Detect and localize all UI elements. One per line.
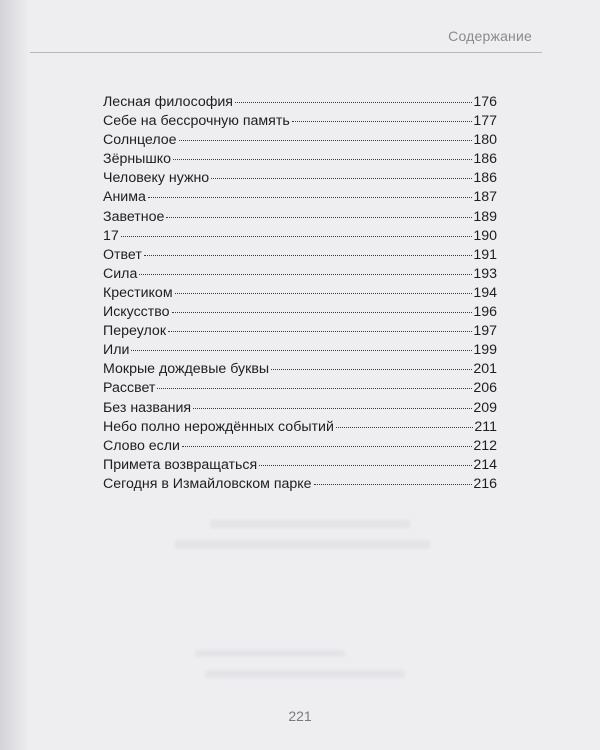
toc-entry: [103, 399, 497, 418]
toc-entry-title: Переулок: [103, 323, 167, 340]
show-through-text: [175, 540, 430, 549]
toc-entry-title: Зёрнышко: [103, 151, 172, 168]
dot-leader: [139, 274, 472, 275]
toc-entry-title: Примета возвращаться: [103, 456, 258, 473]
toc-entry: [103, 341, 497, 360]
toc-entry: [103, 93, 497, 112]
dot-leader: [292, 121, 473, 122]
toc-entry-page: 191: [473, 246, 497, 263]
toc-entry-page: 197: [473, 323, 497, 340]
toc-entry-title: Небо полно нерождённых событий: [103, 418, 334, 435]
toc-entry-page: 177: [473, 113, 497, 130]
show-through-text: [205, 670, 405, 678]
toc-entry: [103, 150, 497, 169]
toc-entry-page: 216: [473, 475, 497, 492]
toc-entry: [103, 246, 497, 265]
table-of-contents: [103, 93, 497, 494]
dot-leader: [121, 236, 473, 237]
toc-entry-page: 194: [473, 284, 497, 301]
toc-entry: [103, 265, 497, 284]
page-gutter-shadow: [0, 0, 30, 750]
toc-entry: [103, 475, 497, 494]
dot-leader: [235, 102, 472, 103]
toc-entry-page: 189: [473, 208, 497, 225]
dot-leader: [166, 217, 472, 218]
toc-entry-title: Солнцелое: [103, 132, 177, 149]
dot-leader: [172, 312, 473, 313]
show-through-text: [195, 650, 345, 657]
toc-entry-page: 209: [473, 399, 497, 416]
show-through-text: [210, 520, 410, 528]
toc-entry: [103, 303, 497, 322]
toc-entry-page: 196: [473, 304, 497, 321]
dot-leader: [336, 427, 474, 428]
toc-entry: [103, 208, 497, 227]
toc-entry-title: Себе на бессрочную память: [103, 113, 290, 130]
toc-entry: [103, 227, 497, 246]
toc-entry-page: 199: [473, 342, 497, 359]
dot-leader: [259, 465, 472, 466]
dot-leader: [193, 408, 472, 409]
toc-entry: [103, 322, 497, 341]
toc-entry: [103, 379, 497, 398]
toc-entry-title: Сегодня в Измайловском парке: [103, 475, 312, 492]
toc-entry: [103, 437, 497, 456]
dot-leader: [211, 178, 472, 179]
toc-entry-title: Мокрые дождевые буквы: [103, 361, 270, 378]
toc-entry-page: 187: [473, 189, 497, 206]
toc-entry-title: Человеку нужно: [103, 170, 210, 187]
toc-entry-title: Искусство: [103, 304, 170, 321]
toc-entry-page: 180: [473, 132, 497, 149]
toc-entry-page: 176: [473, 94, 497, 110]
toc-entry: [103, 418, 497, 437]
toc-entry-title: Рассвет: [103, 380, 156, 397]
dot-leader: [314, 484, 473, 485]
toc-entry: [103, 169, 497, 188]
toc-entry: [103, 456, 497, 475]
toc-entry-title: Ответ: [103, 246, 142, 263]
toc-entry-title: Лесная философия: [103, 94, 233, 110]
toc-entry-title: 17: [103, 227, 119, 244]
running-head-title: Содержание: [448, 28, 532, 44]
dot-leader: [148, 197, 472, 198]
toc-entry: [103, 188, 497, 207]
toc-entry-page: 214: [473, 456, 497, 473]
dot-leader: [168, 331, 472, 332]
dot-leader: [144, 255, 473, 256]
toc-entry: [103, 131, 497, 150]
toc-entry-page: 193: [473, 265, 497, 282]
dot-leader: [131, 350, 472, 351]
dot-leader: [157, 388, 472, 389]
page-number: 221: [288, 708, 312, 724]
dot-leader: [175, 293, 473, 294]
toc-entry: [103, 284, 497, 303]
toc-entry-title: Сила: [103, 265, 138, 282]
toc-entry: [103, 112, 497, 131]
dot-leader: [271, 369, 472, 370]
toc-entry-title: Слово если: [103, 437, 180, 454]
dot-leader: [182, 446, 472, 447]
toc-entry-page: 212: [473, 437, 497, 454]
toc-entry-title: Без названия: [103, 399, 192, 416]
dot-leader: [179, 140, 473, 141]
header-rule: [30, 52, 542, 53]
toc-entry: [103, 360, 497, 379]
toc-entry-page: 186: [473, 151, 497, 168]
toc-entry-page: 186: [473, 170, 497, 187]
toc-entry-page: 211: [474, 418, 497, 435]
toc-entry-title: Или: [103, 342, 130, 359]
toc-entry-page: 206: [473, 380, 497, 397]
toc-entry-page: 201: [473, 361, 497, 378]
dot-leader: [173, 159, 472, 160]
toc-entry-title: Крестиком: [103, 284, 173, 301]
toc-entry-page: 190: [473, 227, 497, 244]
toc-entry-title: Заветное: [103, 208, 165, 225]
toc-entry-title: Анима: [103, 189, 146, 206]
